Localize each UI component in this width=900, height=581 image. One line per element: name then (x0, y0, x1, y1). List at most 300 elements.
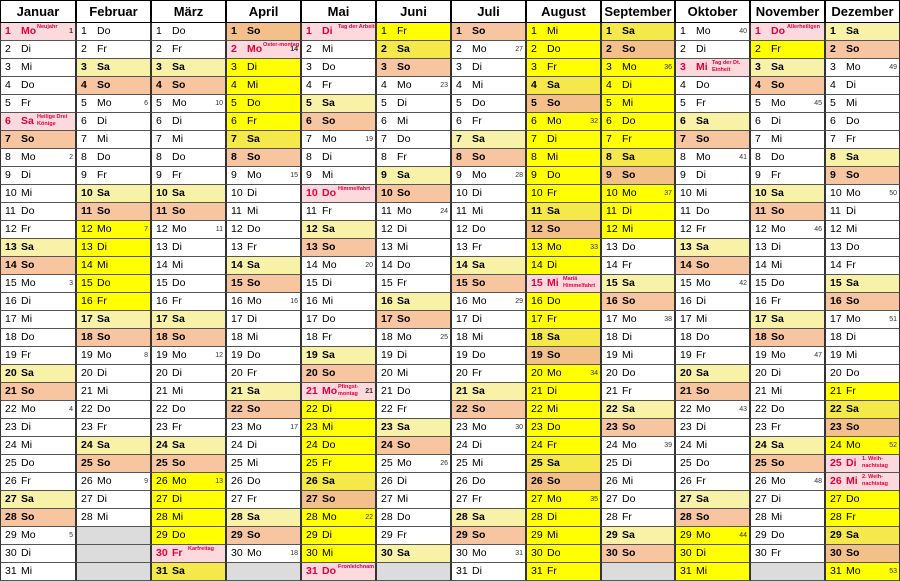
weekday-label: Fr (21, 475, 31, 487)
day-cell (301, 185, 376, 203)
weekday-label: Mi (21, 187, 33, 199)
day-number: 30 (306, 547, 318, 559)
month-header-4: April (226, 0, 301, 23)
day-cell (376, 455, 451, 473)
day-cell (0, 257, 76, 275)
day-cell (301, 401, 376, 419)
day-number: 24 (306, 439, 318, 451)
weekday-label: Di (472, 313, 482, 325)
day-cell (376, 239, 451, 257)
day-cell (0, 167, 76, 185)
weekday-label: Fr (172, 295, 182, 307)
empty-cell (376, 563, 451, 581)
holiday-name: Fronleichnam (338, 564, 375, 570)
weekday-label: Mi (696, 565, 708, 577)
day-number: 6 (5, 115, 11, 127)
day-number: 6 (755, 115, 761, 127)
day-number: 14 (830, 259, 842, 271)
day-cell (0, 473, 76, 491)
weekday-label: Do (21, 457, 35, 469)
day-number: 28 (306, 511, 318, 523)
day-cell (825, 293, 900, 311)
day-cell (226, 167, 301, 185)
day-number: 16 (755, 295, 767, 307)
weekday-label: Do (172, 277, 186, 289)
weekday-label: Sa (846, 25, 859, 37)
day-number: 12 (680, 223, 692, 235)
day-number: 19 (531, 349, 543, 361)
day-cell (301, 257, 376, 275)
weekday-label: Mo (547, 367, 562, 379)
day-number: 12 (5, 223, 17, 235)
day-cell (301, 149, 376, 167)
day-cell (750, 437, 825, 455)
day-number: 8 (680, 151, 686, 163)
day-number: 2 (830, 43, 836, 55)
day-number: 15 (156, 277, 168, 289)
day-number: 27 (531, 493, 543, 505)
day-cell (226, 419, 301, 437)
day-cell (526, 437, 601, 455)
weekday-label: So (622, 169, 636, 181)
day-number: 22 (5, 403, 17, 415)
week-number: 4 (69, 406, 73, 413)
day-number: 3 (680, 61, 686, 73)
weekday-label: Mi (21, 565, 33, 577)
week-number: 24 (440, 208, 448, 215)
weekday-label: Sa (622, 403, 635, 415)
day-number: 29 (156, 529, 168, 541)
day-cell (675, 185, 750, 203)
day-cell (151, 41, 226, 59)
weekday-label: So (622, 43, 636, 55)
day-cell (750, 275, 825, 293)
day-cell (76, 473, 151, 491)
day-number: 20 (606, 367, 618, 379)
day-cell (226, 131, 301, 149)
day-number: 23 (456, 421, 468, 433)
day-number: 7 (5, 133, 11, 145)
day-number: 6 (680, 115, 686, 127)
day-cell (151, 509, 226, 527)
day-number: 22 (680, 403, 692, 415)
day-number: 25 (156, 457, 168, 469)
week-number: 43 (739, 406, 747, 413)
day-number: 9 (830, 169, 836, 181)
weekday-label: Fr (622, 385, 632, 397)
week-number: 26 (440, 460, 448, 467)
day-cell (76, 491, 151, 509)
day-number: 29 (680, 529, 692, 541)
weekday-label: Di (846, 79, 856, 91)
day-cell (76, 347, 151, 365)
day-cell (0, 239, 76, 257)
day-number: 22 (456, 403, 468, 415)
day-number: 15 (5, 277, 17, 289)
day-cell (825, 401, 900, 419)
weekday-label: Mi (472, 331, 484, 343)
day-cell (526, 185, 601, 203)
day-number: 2 (531, 43, 537, 55)
weekday-label: Do (771, 403, 785, 415)
weekday-label: Mi (397, 493, 409, 505)
day-cell (675, 167, 750, 185)
day-number: 10 (680, 187, 692, 199)
weekday-label: Sa (397, 43, 410, 55)
weekday-label: Di (846, 331, 856, 343)
day-number: 7 (680, 133, 686, 145)
day-number: 21 (830, 385, 842, 397)
weekday-label: So (247, 25, 261, 37)
day-number: 10 (381, 187, 393, 199)
day-number: 1 (231, 25, 237, 37)
day-cell (750, 383, 825, 401)
day-number: 8 (81, 151, 87, 163)
day-cell (601, 491, 675, 509)
weekday-label: Di (322, 151, 332, 163)
day-cell (675, 365, 750, 383)
day-number: 3 (5, 61, 11, 73)
day-cell (301, 563, 376, 581)
weekday-label: Mo (397, 205, 412, 217)
weekday-label: Do (97, 277, 111, 289)
day-number: 1 (5, 25, 11, 37)
day-cell (0, 491, 76, 509)
day-number: 7 (156, 133, 162, 145)
day-cell (750, 77, 825, 95)
day-cell (226, 185, 301, 203)
day-number: 31 (456, 565, 468, 577)
day-number: 14 (156, 259, 168, 271)
weekday-label: Mi (547, 151, 559, 163)
weekday-label: Mi (846, 349, 858, 361)
day-number: 6 (81, 115, 87, 127)
weekday-label: Di (397, 349, 407, 361)
day-number: 5 (306, 97, 312, 109)
day-number: 3 (156, 61, 162, 73)
day-cell (526, 203, 601, 221)
day-cell (451, 545, 526, 563)
day-cell (0, 347, 76, 365)
week-number: 7 (144, 226, 148, 233)
day-cell (226, 239, 301, 257)
weekday-label: Fr (547, 565, 557, 577)
week-number: 39 (664, 442, 672, 449)
day-cell (0, 131, 76, 149)
day-number: 11 (680, 205, 691, 217)
weekday-label: Fr (322, 205, 332, 217)
week-number: 14 (290, 46, 298, 53)
day-cell (825, 77, 900, 95)
weekday-label: Mi (322, 169, 334, 181)
month-header-8: August (526, 0, 601, 23)
weekday-label: Di (322, 25, 333, 37)
day-number: 21 (81, 385, 93, 397)
weekday-label: Do (97, 25, 111, 37)
weekday-label: Fr (622, 259, 632, 271)
weekday-label: So (547, 475, 561, 487)
weekday-label: Mo (322, 385, 338, 397)
weekday-label: So (397, 439, 411, 451)
day-cell (825, 221, 900, 239)
day-number: 17 (755, 313, 767, 325)
weekday-label: Do (547, 169, 561, 181)
weekday-label: Sa (397, 169, 410, 181)
day-number: 30 (5, 547, 17, 559)
day-number: 24 (531, 439, 543, 451)
week-number: 19 (365, 136, 373, 143)
weekday-label: Mo (547, 493, 562, 505)
day-number: 19 (81, 349, 93, 361)
weekday-label: Di (696, 43, 706, 55)
day-cell (750, 293, 825, 311)
weekday-label: So (472, 529, 486, 541)
day-number: 15 (81, 277, 93, 289)
day-number: 7 (231, 133, 237, 145)
day-cell (226, 59, 301, 77)
weekday-label: Mo (771, 97, 786, 109)
weekday-label: Sa (97, 313, 110, 325)
weekday-label: Fr (547, 313, 557, 325)
week-number: 36 (664, 64, 672, 71)
weekday-label: Mo (172, 349, 187, 361)
weekday-label: Mi (322, 295, 334, 307)
weekday-label: Di (397, 475, 407, 487)
day-cell (226, 95, 301, 113)
weekday-label: Mi (247, 79, 259, 91)
day-cell (526, 455, 601, 473)
weekday-label: Do (97, 403, 111, 415)
day-number: 26 (755, 475, 767, 487)
day-number: 13 (156, 241, 168, 253)
day-cell (226, 347, 301, 365)
weekday-label: Fr (397, 529, 407, 541)
weekday-label: Sa (322, 475, 335, 487)
day-number: 5 (5, 97, 11, 109)
weekday-label: Mo (472, 169, 487, 181)
weekday-label: Di (696, 295, 706, 307)
day-number: 18 (456, 331, 468, 343)
weekday-label: So (846, 43, 860, 55)
weekday-label: Fr (322, 457, 332, 469)
day-number: 25 (81, 457, 93, 469)
day-number: 28 (680, 511, 692, 523)
day-number: 14 (5, 259, 17, 271)
weekday-label: Do (397, 511, 411, 523)
week-number: 10 (215, 100, 223, 107)
day-number: 25 (456, 457, 468, 469)
weekday-label: Mi (472, 457, 484, 469)
day-cell (0, 149, 76, 167)
day-cell (151, 257, 226, 275)
weekday-label: So (696, 385, 710, 397)
weekday-label: Mo (622, 187, 637, 199)
weekday-label: Do (322, 313, 336, 325)
holiday-name: Heilige Drei Könige (37, 114, 68, 127)
holiday-name: Mariä Himmelfahrt (563, 276, 596, 289)
weekday-label: So (322, 115, 336, 127)
day-number: 15 (755, 277, 767, 289)
day-number: 11 (5, 205, 16, 217)
day-cell (526, 365, 601, 383)
day-number: 1 (81, 25, 87, 37)
week-number: 13 (215, 478, 223, 485)
week-number: 35 (590, 496, 598, 503)
day-number: 5 (81, 97, 87, 109)
day-cell (526, 419, 601, 437)
weekday-label: Di (322, 529, 332, 541)
day-number: 28 (81, 511, 93, 523)
empty-cell (601, 563, 675, 581)
weekday-label: So (172, 205, 186, 217)
weekday-label: Fr (771, 43, 781, 55)
day-number: 12 (81, 223, 93, 235)
weekday-label: Sa (21, 367, 34, 379)
day-number: 21 (231, 385, 243, 397)
week-number: 22 (365, 514, 373, 521)
day-number: 11 (755, 205, 767, 217)
weekday-label: Do (771, 25, 785, 37)
day-number: 2 (5, 43, 11, 55)
day-cell (376, 131, 451, 149)
day-cell (151, 95, 226, 113)
day-cell (825, 365, 900, 383)
day-cell (76, 77, 151, 95)
day-number: 23 (156, 421, 168, 433)
day-number: 15 (381, 277, 393, 289)
day-number: 5 (606, 97, 612, 109)
day-number: 9 (231, 169, 237, 181)
day-cell (825, 383, 900, 401)
week-number: 31 (515, 550, 523, 557)
weekday-label: Fr (472, 367, 482, 379)
week-number: 18 (290, 550, 298, 557)
day-number: 27 (306, 493, 318, 505)
weekday-label: Sa (547, 79, 560, 91)
day-cell (526, 347, 601, 365)
day-number: 10 (306, 187, 318, 199)
day-cell (451, 563, 526, 581)
day-cell (601, 77, 675, 95)
day-number: 3 (381, 61, 387, 73)
day-number: 29 (5, 529, 17, 541)
weekday-label: Mo (846, 439, 861, 451)
day-cell (675, 527, 750, 545)
day-cell (151, 275, 226, 293)
day-cell (750, 419, 825, 437)
weekday-label: Mo (247, 43, 263, 55)
day-cell (301, 473, 376, 491)
day-cell (601, 401, 675, 419)
day-number: 15 (306, 277, 318, 289)
weekday-label: Sa (21, 115, 34, 127)
day-cell (376, 95, 451, 113)
day-cell (601, 239, 675, 257)
day-cell (825, 59, 900, 77)
day-cell (750, 509, 825, 527)
day-cell (750, 41, 825, 59)
weekday-label: Mi (547, 403, 559, 415)
day-cell (675, 509, 750, 527)
weekday-label: Do (696, 457, 710, 469)
day-number: 16 (156, 295, 168, 307)
weekday-label: Fr (547, 439, 557, 451)
weekday-label: Mo (21, 25, 37, 37)
day-cell (226, 437, 301, 455)
day-number: 30 (381, 547, 393, 559)
weekday-label: Mo (397, 457, 412, 469)
week-number: 20 (365, 262, 373, 269)
day-cell (825, 239, 900, 257)
weekday-label: Di (472, 439, 482, 451)
weekday-label: Sa (846, 529, 859, 541)
day-cell (0, 383, 76, 401)
weekday-label: Mo (472, 295, 487, 307)
day-number: 30 (231, 547, 243, 559)
day-number: 5 (231, 97, 237, 109)
day-number: 20 (81, 367, 93, 379)
weekday-label: Fr (472, 493, 482, 505)
day-cell (301, 419, 376, 437)
day-number: 23 (5, 421, 17, 433)
day-cell (151, 545, 226, 563)
day-cell (376, 221, 451, 239)
day-cell (601, 113, 675, 131)
day-cell (301, 239, 376, 257)
day-number: 12 (606, 223, 618, 235)
weekday-label: Sa (21, 493, 34, 505)
day-cell (825, 41, 900, 59)
day-cell (750, 329, 825, 347)
weekday-label: Do (696, 205, 710, 217)
day-number: 20 (156, 367, 168, 379)
day-number: 14 (531, 259, 543, 271)
weekday-label: Do (472, 475, 486, 487)
day-number: 11 (81, 205, 93, 217)
day-number: 10 (5, 187, 17, 199)
day-number: 22 (830, 403, 842, 415)
day-number: 21 (456, 385, 468, 397)
weekday-label: Fr (172, 169, 182, 181)
weekday-label: Sa (696, 493, 709, 505)
day-cell (151, 473, 226, 491)
day-cell (526, 59, 601, 77)
day-number: 8 (381, 151, 387, 163)
day-number: 7 (606, 133, 612, 145)
weekday-label: So (547, 97, 561, 109)
day-cell (376, 23, 451, 41)
day-number: 9 (81, 169, 87, 181)
day-number: 21 (680, 385, 692, 397)
weekday-label: Sa (21, 241, 34, 253)
day-number: 19 (606, 349, 618, 361)
weekday-label: Sa (322, 97, 335, 109)
day-number: 24 (755, 439, 767, 451)
day-cell (675, 41, 750, 59)
weekday-label: Sa (247, 511, 260, 523)
day-cell (376, 329, 451, 347)
day-number: 7 (531, 133, 537, 145)
day-cell (226, 527, 301, 545)
weekday-label: Di (547, 133, 557, 145)
day-cell (750, 167, 825, 185)
day-cell (526, 545, 601, 563)
day-cell (451, 311, 526, 329)
month-header-6: Juni (376, 0, 451, 23)
weekday-label: So (21, 259, 35, 271)
weekday-label: Di (696, 547, 706, 559)
weekday-label: Mi (247, 457, 259, 469)
